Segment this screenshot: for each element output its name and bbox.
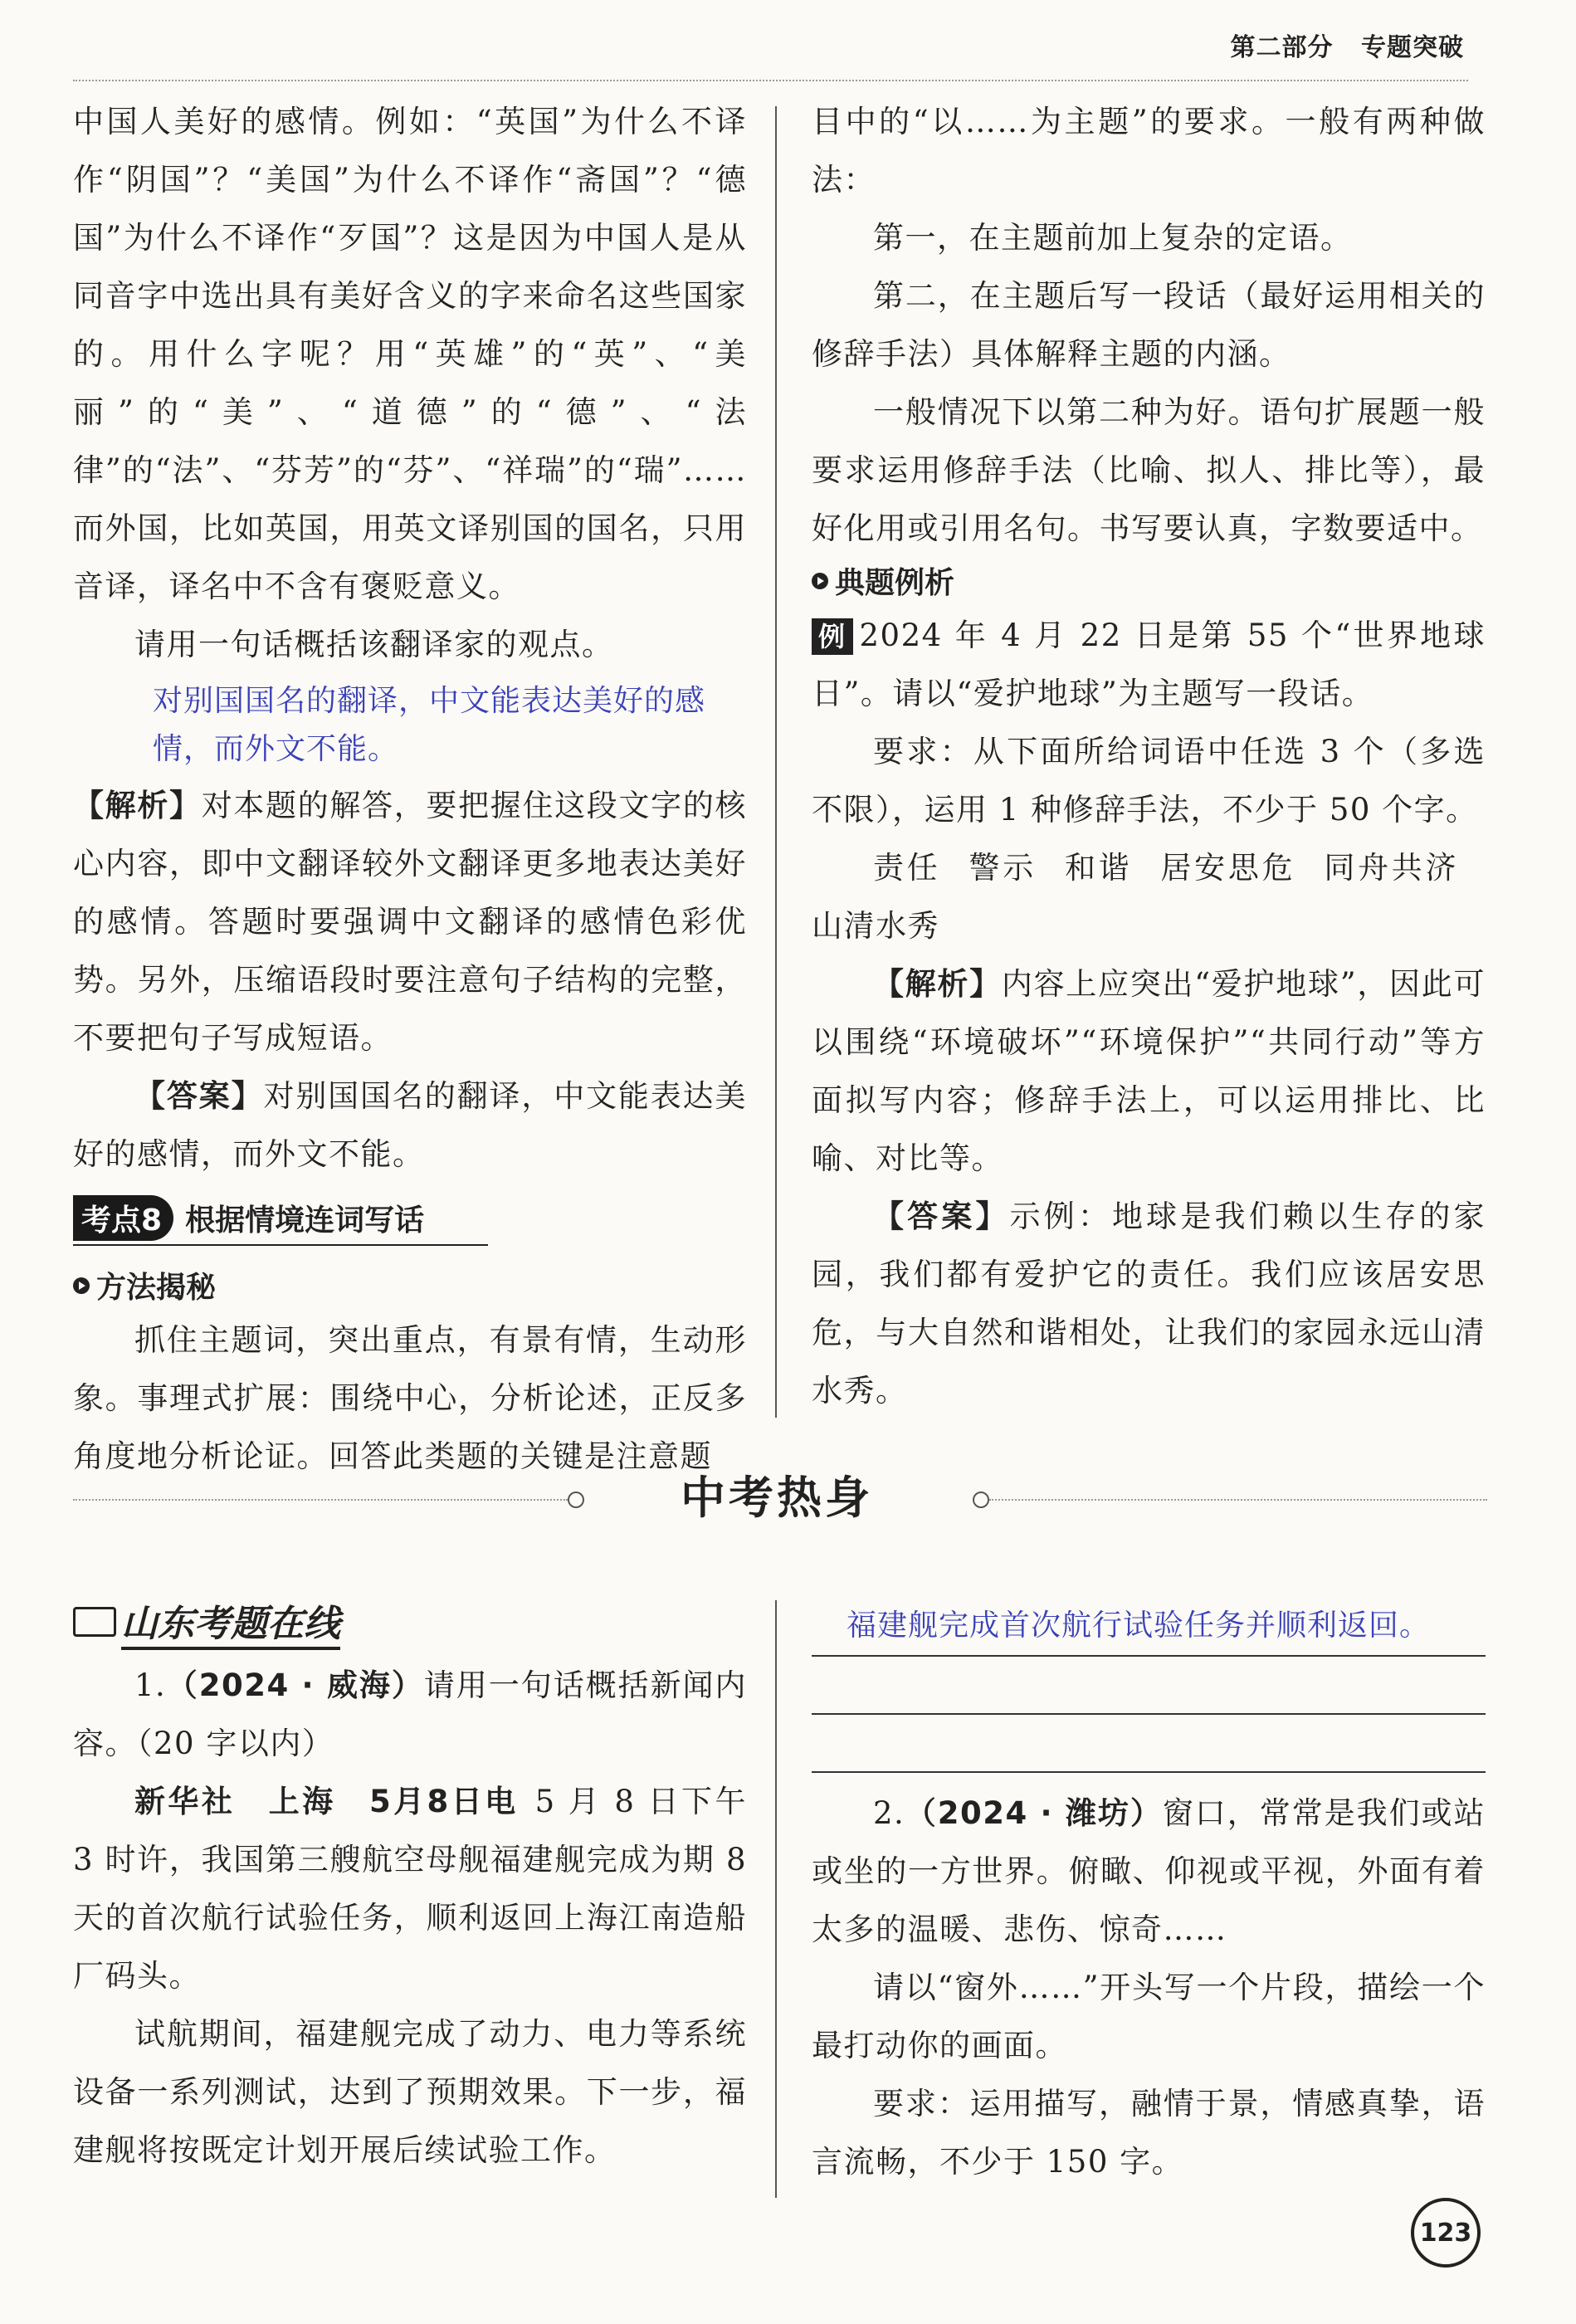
- play-bullet-icon: [812, 573, 828, 589]
- word-item: 责任: [873, 850, 941, 886]
- q1-source: （2024 · 威海）: [166, 1667, 424, 1703]
- title-rule-left: [73, 1499, 568, 1501]
- answer-line-1: [812, 1655, 1486, 1657]
- q2-prompt: [812, 1784, 1486, 1959]
- left-question: 请用一句话概括该翻译家的观点。: [134, 627, 614, 662]
- right-paragraph-1: 目中的“以……为主题”的要求。一般有两种做法：: [812, 104, 1486, 198]
- header-part: 第二部分: [1230, 33, 1334, 62]
- news-dateline: 新华社 上海 5月8日电: [134, 1784, 519, 1819]
- method-text: 抓住主题词，突出重点，有景有情，生动形象。事理式扩展：围绕中心，分析论述，正反多角度地分析论证。回答此类题的关键是注意题: [73, 1322, 747, 1474]
- news-paragraph-2: 试航期间，福建舰完成了动力、电力等系统设备一系列测试，达到了预期效果。下一步，福建舰将按既定计划开展后续试验工作。: [73, 2016, 747, 2168]
- q2-source: （2024 · 潍坊）: [905, 1795, 1163, 1831]
- daan-text: 对别国国名的翻译，中文能表达美好的感情，而外文不能。: [73, 1078, 748, 1172]
- example-requirement: 要求：从下面所给词语中任选 3 个（多选不限），运用 1 种修辞手法，不少于 50 个字。: [812, 734, 1486, 828]
- play-bullet-icon: [73, 1277, 90, 1294]
- title-ornament-right-icon: [973, 1492, 989, 1508]
- word-list: [812, 839, 1486, 955]
- shandong-title: 山东考题在线: [121, 1594, 340, 1650]
- kaodian-underline: [73, 1244, 488, 1246]
- shandong-heading: [73, 1594, 747, 1650]
- title-rule-right: [989, 1499, 1487, 1501]
- right-paragraph-2: 第一，在主题前加上复杂的定语。: [873, 220, 1353, 256]
- student-answer: [0, 674, 747, 774]
- right-column: [812, 93, 1486, 1420]
- answer-line-3: [812, 1771, 1486, 1773]
- q1-student-answer: 福建舰完成首次航行试验任务并顺利返回。: [847, 1609, 1431, 1643]
- q1-text: 请用一句话概括新闻内容。（20 字以内）: [73, 1667, 748, 1761]
- method-heading: [73, 1264, 747, 1306]
- page-number: 123: [1411, 2198, 1481, 2268]
- kaodian-heading: [73, 1195, 747, 1241]
- word-item: 居安思危: [1160, 850, 1296, 886]
- right-jiexi: [812, 955, 1486, 1188]
- kaodian-tag: 考点8: [73, 1195, 173, 1241]
- kaodian-block: [73, 1195, 747, 1246]
- q1-num: 1.: [134, 1667, 167, 1703]
- word-item: 警示: [969, 850, 1037, 886]
- daan-label: 【答案】: [873, 1199, 1010, 1234]
- word-item: 同舟共济: [1324, 850, 1458, 886]
- right-paragraph-4: 一般情况下以第二种为好。语句扩展题一般要求运用修辞手法（比喻、拟人、排比等），最好化用或引用名句。书写要认真，字数要适中。: [812, 394, 1486, 546]
- column-divider-upper: [775, 106, 777, 1418]
- left-jiexi: [73, 777, 747, 1067]
- kaodian-title: 根据情境连词写话: [185, 1204, 425, 1238]
- example-label-box: 例: [812, 618, 853, 655]
- left-daan: [73, 1067, 747, 1184]
- q2-num: 2.: [873, 1795, 905, 1831]
- jiexi-label: 【解析】: [73, 788, 202, 823]
- daan-text: 示例：地球是我们赖以生存的家园，我们都有爱护它的责任。我们应该居安思危，与大自然和谐相处，让我们的家园永远山清水秀。: [812, 1199, 1486, 1409]
- q2-instruction: 请以“窗外……”开头写一个片段，描绘一个最打动你的画面。: [812, 1970, 1486, 2063]
- example-title: 典题例析: [835, 566, 955, 600]
- jiexi-text: 内容上应突出“爱护地球”，因此可以围绕“环境破坏”“环境保护”“共同行动”等方面拟写内容；修辞手法上，可以运用排比、比喻、对比等。: [812, 966, 1486, 1176]
- right-paragraph-3: 第二，在主题后写一段话（最好运用相关的修辞手法）具体解释主题的内涵。: [812, 278, 1486, 372]
- bottom-right-column: [812, 1602, 1486, 2191]
- method-title: 方法揭秘: [96, 1271, 217, 1305]
- jiexi-text: 对本题的解答，要把握住这段文字的核心内容，即中文翻译较外文翻译更多地表达美好的感情。答题时要强调中文翻译的感情色彩优势。另外，压缩语段时要注意句子结构的完整，不要把句子写成短语。: [73, 788, 748, 1056]
- news-paragraph-1: [73, 1773, 747, 2005]
- q2-requirement: 要求：运用描写，融情于景，情感真挚，语言流畅，不少于 150 字。: [812, 2086, 1486, 2180]
- daan-label: 【答案】: [134, 1078, 264, 1114]
- right-daan: [812, 1188, 1486, 1420]
- header-rule: [73, 80, 1468, 81]
- title-ornament-left-icon: [568, 1492, 584, 1508]
- student-answer-text: 对别国国名的翻译，中文能表达美好的感情，而外文不能。: [153, 684, 706, 766]
- computer-icon: [73, 1607, 116, 1637]
- example-heading: [812, 559, 1486, 602]
- news-text-1: 5 月 8 日下午 3 时许，我国第三艘航空母舰福建舰完成为期 8 天的首次航行试验任务，顺利返回上海江南造船厂码头。: [73, 1784, 747, 1994]
- word-item: 山清水秀: [812, 908, 939, 944]
- bottom-left-column: [73, 1594, 747, 2180]
- left-paragraph-1: 中国人美好的感情。例如：“英国”为什么不译作“阴国”？“美国”为什么不译作“斋国”？“德国”为什么不译作“歹国”？这是因为中国人是从同音字中选出具有美好含义的字来命名这些国家的。用什么字呢？用“英雄”的“英”、“美丽”的“美”、“道德”的“德”、“法律”的“法”、“芬芳”的“芬”、“祥瑞”的“瑞”……而外国，比如英国，用英文译别国的国名，只用音译，译名中不含有褒贬意义。: [73, 104, 747, 604]
- section-title: 中考热身: [681, 1472, 873, 1524]
- running-header: [1231, 27, 1464, 63]
- header-section: 专题突破: [1361, 33, 1464, 62]
- column-divider-lower: [775, 1600, 777, 2198]
- example-question: [812, 607, 1486, 723]
- jiexi-label: 【解析】: [873, 966, 1002, 1002]
- q2-text: 窗口，常常是我们或站或坐的一方世界。俯瞰、仰视或平视，外面有着太多的温暖、悲伤、惊奇……: [812, 1795, 1486, 1947]
- word-item: 和谐: [1064, 850, 1133, 886]
- q1-prompt: [73, 1657, 747, 1773]
- answer-line-2: [812, 1713, 1486, 1715]
- example-text: 2024 年 4 月 22 日是第 55 个“世界地球日”。请以“爱护地球”为主题写一段话。: [812, 618, 1486, 711]
- left-column: [73, 93, 747, 1486]
